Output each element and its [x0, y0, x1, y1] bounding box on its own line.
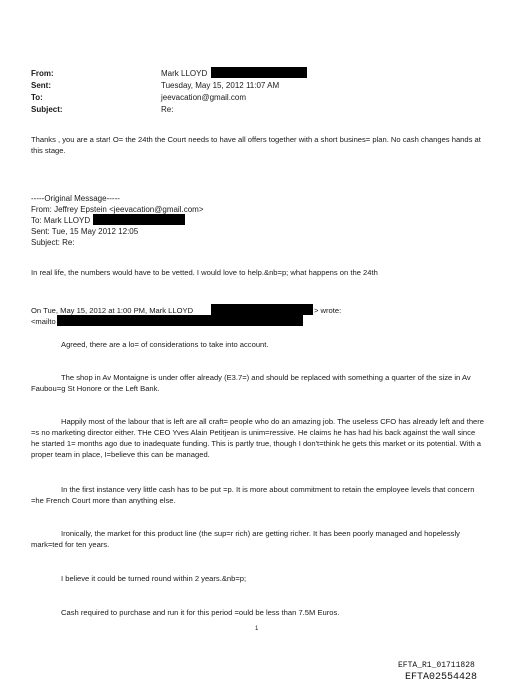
- subject-label: Subject:: [31, 105, 63, 114]
- sent-value: Tuesday, May 15, 2012 11:07 AM: [161, 81, 280, 90]
- quoted-paragraph: Ironically, the market for this product line (the sup=r rich) are getting richer. It has been poorly managed and hopelessly mark=ted for ten years.: [31, 529, 460, 549]
- original-subject: Subject: Re:: [31, 238, 75, 247]
- original-from: From: Jeffrey Epstein <jeevacation@gmail.com>: [31, 205, 204, 214]
- page-number: 1: [255, 626, 259, 632]
- quoted-paragraph: Cash required to purchase and run it for this period =ould be less than 7.5M Euros.: [61, 608, 340, 617]
- to-label: To:: [31, 93, 43, 102]
- original-to: To: Mark LLOYD: [31, 216, 91, 225]
- quoted-paragraph: The shop in Av Montaigne is under offer already (E3.7=) and should be replaced with something a quarter of the size in Av Faubou=g St Honore or the Left Bank.: [31, 373, 471, 393]
- sent-label: Sent:: [31, 81, 51, 90]
- subject-value: Re:: [161, 105, 174, 114]
- redaction-block: [211, 67, 307, 78]
- reply-text: Thanks , you are a star! O= the 24th the Court needs to have all offers together with a short busines= plan. No cash changes hands at this stage.: [31, 135, 481, 155]
- original-message: In real life, the numbers would have to be vetted. I would love to help.&nb=p; what happens on the 24th: [31, 268, 378, 277]
- redaction-block: [93, 214, 185, 225]
- quoted-wrote: > wrote:: [314, 306, 342, 315]
- from-label: From:: [31, 69, 54, 78]
- quoted-paragraph: Happily most of the labour that is left are all craft= people who do an amazing job. The useless CFO has already left and there =s no marketing director either. THe CEO Yves Alain Petitjean is unim=ressive. He claims he has had his back against the wall since he started 1= months ago due to inadequate funding. This is partly true, though I don't=think he gets this market or its potential. With a proper team in place, I=believe this can be managed.: [31, 417, 485, 459]
- quoted-paragraph: In the first instance very little cash has to be put =p. It is more about commitment to retain the employee levels that concern =he French Court more than anything else.: [31, 485, 475, 505]
- redaction-block: [211, 304, 313, 315]
- from-value: Mark LLOYD: [161, 69, 208, 78]
- footer-ref-1: EFTA_R1_01711828: [398, 661, 475, 670]
- redaction-block: [57, 315, 303, 326]
- to-value: jeevacation@gmail.com: [161, 93, 247, 102]
- original-divider: -----Original Message-----: [31, 194, 120, 203]
- quoted-paragraph: Agreed, there are a lo= of considerations to take into account.: [61, 340, 269, 349]
- quoted-paragraph: I believe it could be turned round within 2 years.&nb=p;: [61, 574, 247, 583]
- footer-ref-2: EFTA02554428: [405, 672, 478, 683]
- quoted-mailto: <mailto: [31, 317, 56, 326]
- quoted-on-line: On Tue, May 15, 2012 at 1:00 PM, Mark LLOYD: [31, 306, 194, 315]
- original-sent: Sent: Tue, 15 May 2012 12:05: [31, 227, 139, 236]
